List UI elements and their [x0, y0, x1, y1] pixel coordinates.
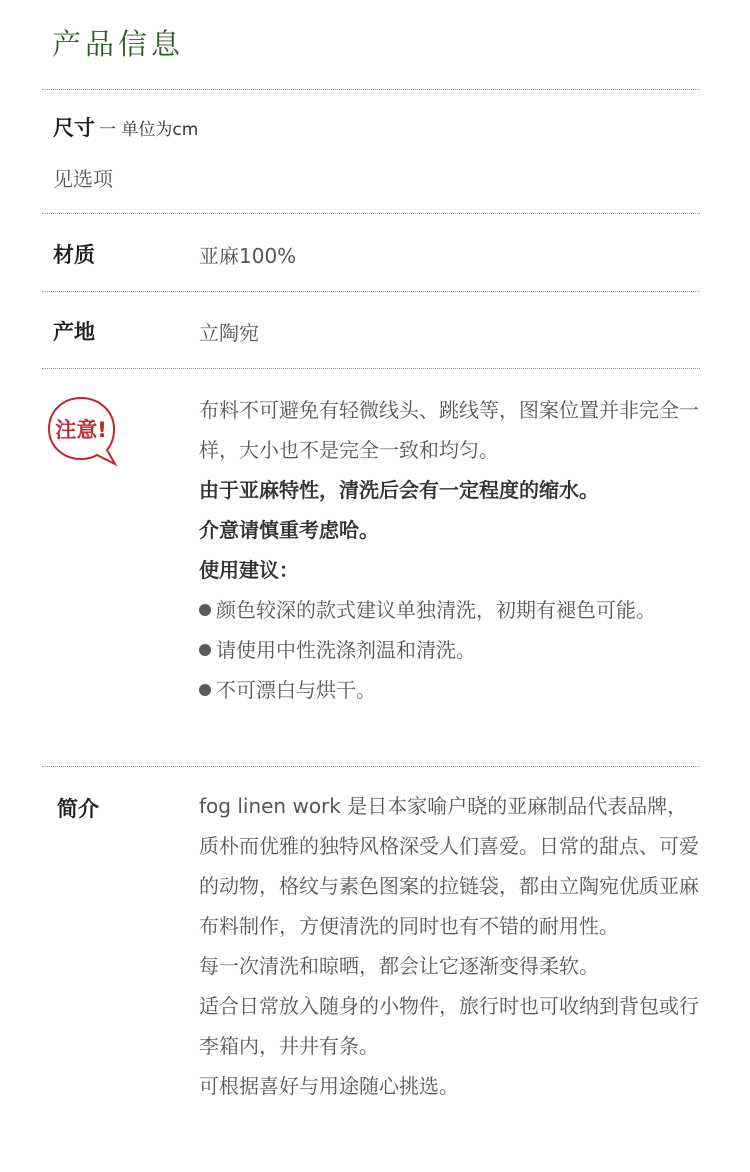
divider — [42, 368, 700, 369]
bullet-item — [199, 670, 699, 710]
intro-paragraph: 适合日常放入随身的小物件，旅行时也可收纳到背包或行李箱内，井井有条。 — [199, 994, 699, 1058]
notice-badge-text: 注意! — [55, 418, 107, 442]
notice-line: 由于亚麻特性，清洗后会有一定程度的缩水。 — [199, 478, 599, 502]
intro-paragraph: fog linen work 是日本家喻户晓的亚麻制品代表品牌，质朴而优雅的独特风格深受人们喜爱。日常的甜点、可爱的动物，格纹与素色图案的拉链袋，都由立陶宛优质亚麻布料制作，方便清洗的同时也有不错的耐用性。 — [199, 794, 699, 938]
notice-badge — [47, 396, 119, 468]
bullet-item — [199, 590, 699, 630]
origin-label: 产地 — [53, 320, 95, 344]
size-label: 尺寸 — [53, 116, 95, 140]
notice-line: 布料不可避免有轻微线头、跳线等，图案位置并非完全一样，大小也不是完全一致和均匀。 — [199, 398, 699, 462]
size-unit-note: 一 单位为cm — [99, 120, 199, 140]
material-value: 亚麻100% — [199, 244, 297, 268]
bullet-text: 不可漂白与烘干。 — [216, 678, 376, 702]
size-value: 见选项 — [53, 167, 113, 191]
intro-text — [199, 786, 699, 1106]
size-label-row — [53, 112, 198, 142]
page-title: 产品信息 — [52, 27, 185, 61]
bullet-text: 请使用中性洗涤剂温和清洗。 — [216, 638, 476, 662]
bullet-icon — [199, 684, 211, 696]
intro-paragraph: 可根据喜好与用途随心挑选。 — [199, 1074, 459, 1098]
bullet-text: 颜色较深的款式建议单独清洗，初期有褪色可能。 — [216, 598, 656, 622]
divider — [42, 766, 700, 767]
divider — [42, 291, 700, 292]
bullet-item — [199, 630, 699, 670]
intro-label: 简介 — [57, 797, 99, 821]
intro-paragraph: 每一次清洗和晾晒，都会让它逐渐变得柔软。 — [199, 954, 599, 978]
material-label: 材质 — [53, 243, 95, 267]
divider — [42, 213, 700, 214]
origin-value: 立陶宛 — [199, 321, 259, 345]
usage-advice-heading: 使用建议： — [199, 558, 299, 582]
bullet-icon — [199, 604, 211, 616]
divider — [42, 89, 700, 90]
notice-text — [199, 390, 699, 710]
notice-line: 介意请慎重考虑哈。 — [199, 518, 379, 542]
bullet-icon — [199, 644, 211, 656]
